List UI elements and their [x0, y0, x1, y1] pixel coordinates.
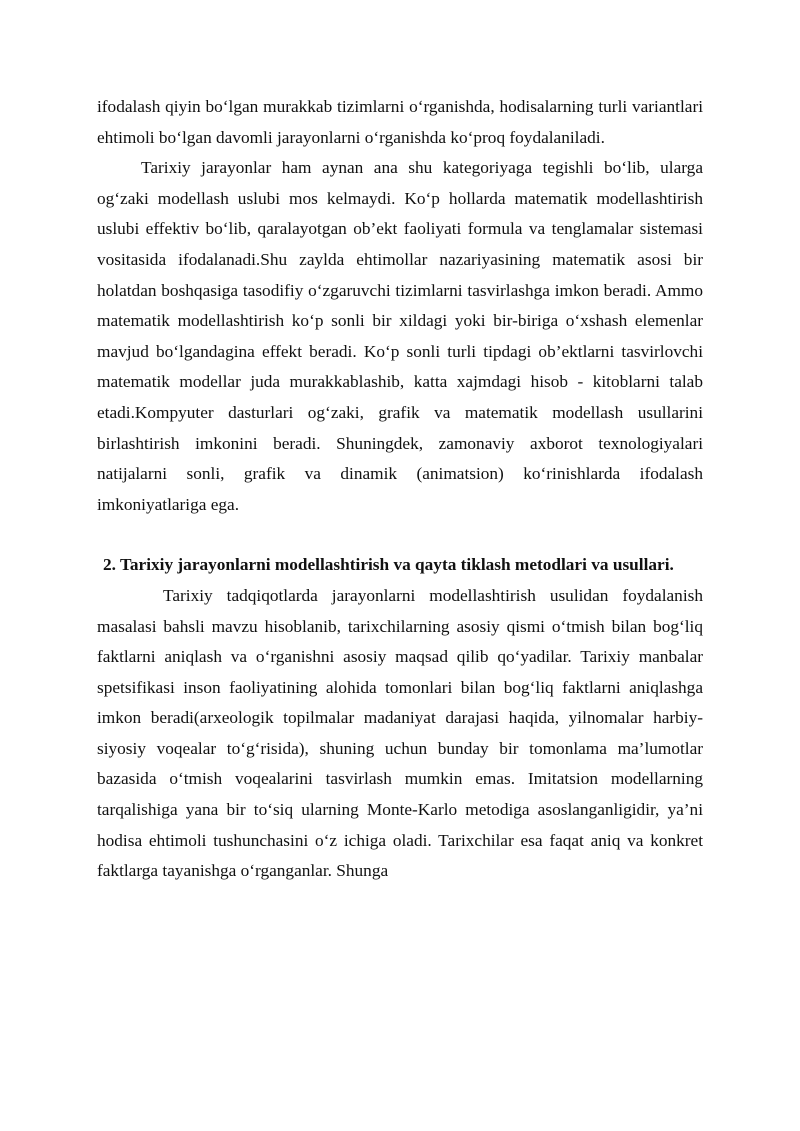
document-page [97, 92, 703, 887]
paragraph-historical-processes: Tarixiy jarayonlar ham aynan ana shu kategoriyaga tegishli bo‘lib, ularga og‘zaki modellash uslubi mos kelmaydi. Ko‘p hollarda matematik modellashtirish uslubi effektiv bo‘lib, qaralayotgan ob’ekt faoliyati formula va tenglamalar sistemasi vositasida ifodalanadi.Shu zaylda ehtimollar nazariyasining matematik asosi bir holatdan boshqasiga tasodifiy o‘zgaruvchi tizimlarni tasvirlashga imkon beradi. Ammo matematik modellashtirish ko‘p sonli bir xildagi yoki bir-biriga o‘xshash elemenlar mavjud bo‘lgandagina effekt beradi. Ko‘p sonli turli tipdagi ob’ektlarni tasvirlovchi matematik modellar juda murakkablashib, katta xajmdagi hisob - kitoblarni talab etadi.Kompyuter dasturlari og‘zaki, grafik va matematik modellash usullarini birlashtirish imkonini beradi. Shuningdek, zamonaviy axborot texnologiyalari natijalarni sonli, grafik va dinamik (animatsion) ko‘rinishlarda ifodalash imkoniyatlariga ega. [97, 158, 703, 514]
section-heading: 2. Tarixiy jarayonlarni modellashtirish va qayta tiklash metodlari va usullari. [103, 555, 674, 575]
paragraph-continuation: ifodalash qiyin bo‘lgan murakkab tizimlarni o‘rganishda, hodisalarning turli variantlari ehtimoli bo‘lgan davomli jarayonlarni o‘rganishda ko‘proq foydalaniladi. [97, 97, 703, 147]
paragraph-research-methods: Tarixiy tadqiqotlarda jarayonlarni modellashtirish usulidan foydalanish masalasi bahsli mavzu hisoblanib, tarixchilarning asosiy qismi o‘tmish bilan bog‘liq faktlarni aniqlash va o‘rganishni asosiy maqsad qilib qo‘yadilar. Tarixiy manbalar spetsifikasi inson faoliyatining alohida tomonlari bilan bog‘liq faktlarni aniqlashga imkon beradi(arxeologik topilmalar madaniyat darajasi haqida, yilnomalar harbiy-siyosiy voqealar to‘g‘risida), shuning uchun bunday bir tomonlama ma’lumotlar bazasida o‘tmish voqealarini tasvirlash mumkin emas. Imitatsion modellarning tarqalishiga yana bir to‘siq ularning Monte-Karlo metodiga asoslanganligidir, ya’ni hodisa ehtimoli tushunchasini o‘z ichiga oladi. Tarixchilar esa faqat aniq va konkret faktlarga tayanishga o‘rganganlar. Shunga [97, 585, 703, 881]
